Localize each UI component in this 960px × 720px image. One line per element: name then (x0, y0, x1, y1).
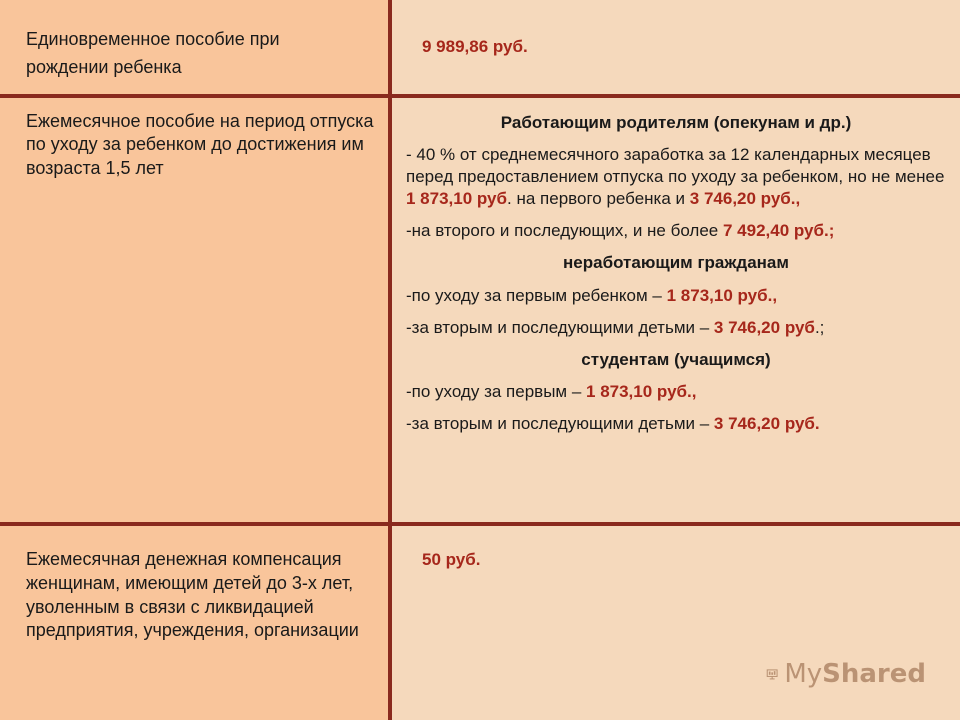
working-paragraph-1 (406, 144, 946, 210)
students-p6-value: 3 746,20 руб. (713, 413, 820, 433)
row1-label-line1: Единовременное пособие при (26, 29, 280, 49)
working-p2-text: -на второго и последующих, и не более (406, 221, 719, 241)
column-divider (388, 0, 392, 720)
myshared-watermark (766, 652, 926, 696)
row2-content (406, 112, 946, 445)
students-p5-value: 1 873,10 руб., (586, 381, 697, 401)
watermark-text (784, 659, 926, 689)
nonworking-p4-value: 3 746,20 руб (713, 317, 815, 337)
row-divider-2 (0, 522, 960, 526)
row3-amount: 50 руб. (422, 550, 481, 569)
presentation-icon (766, 659, 778, 689)
nonworking-paragraph-2 (406, 317, 946, 339)
working-p1-value2: 3 746,20 руб., (689, 189, 801, 209)
students-paragraph-2 (406, 413, 946, 435)
working-p1-value1: 1 873,10 руб (406, 189, 508, 209)
nonworking-p4-text: -за вторым и последующими детьми – (406, 317, 710, 337)
watermark-brand-bold: Shared (822, 659, 926, 689)
row1-label (26, 26, 376, 82)
working-p2-value: 7 492,40 руб.; (723, 221, 835, 241)
watermark-brand-light: My (784, 659, 823, 689)
working-paragraph-2 (406, 220, 946, 242)
students-p5-text: -по уходу за первым – (406, 381, 582, 401)
nonworking-p3-text: -по уходу за первым ребенком – (406, 285, 662, 305)
row3-label: Ежемесячная денежная компенсация женщинам, имеющим детей до 3-х лет, уволенным в связи с ликвидацией предприятия, учреждения, организации (26, 549, 359, 641)
nonworking-p3-value: 1 873,10 руб., (666, 285, 778, 305)
working-p1-mid: . на первого ребенка и (507, 189, 686, 209)
heading-students: студентам (учащимся) (581, 349, 771, 369)
heading-nonworking: неработающим гражданам (563, 253, 789, 273)
row1-amount: 9 989,86 руб. (422, 37, 528, 56)
row1-label-line2: рождении ребенка (26, 56, 182, 77)
working-p1-text: - 40 % от среднемесячного заработка за 12 календарных месяцев перед предоставлением отпуска по уходу за ребенком, но не менее (406, 145, 945, 187)
row2-label: Ежемесячное пособие на период отпуска по уходу за ребенком до достижения им возраста 1,5 лет (26, 111, 374, 178)
nonworking-paragraph-1 (406, 285, 946, 307)
row-divider-1 (0, 94, 960, 98)
students-paragraph-1 (406, 381, 946, 403)
heading-working-parents: Работающим родителям (опекунам и др.) (500, 113, 852, 132)
nonworking-p4-tail: .; (814, 317, 825, 337)
students-p6-text: -за вторым и последующими детьми – (406, 413, 710, 433)
